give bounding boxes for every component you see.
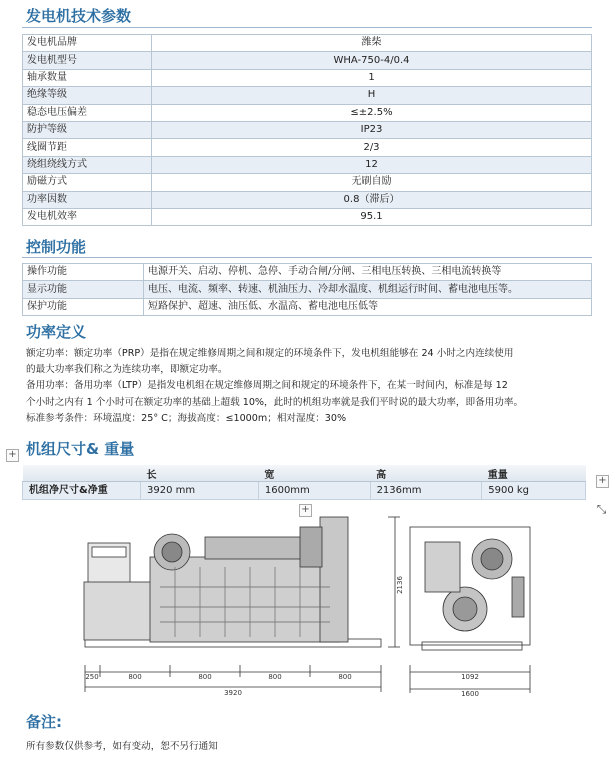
dims-header-height: 高 xyxy=(370,465,482,482)
control-row xyxy=(23,281,592,298)
dims-row-label: 机组净尺寸&净重 xyxy=(23,482,141,500)
spec-value: 无刷自励 xyxy=(152,174,592,191)
power-definition-text xyxy=(26,346,588,427)
control-table xyxy=(22,263,592,316)
dim-label: 800 xyxy=(128,673,142,681)
spec-key: 线圈节距 xyxy=(23,139,152,156)
control-key: 保护功能 xyxy=(23,298,144,315)
power-line: 个小时之内有 1 个小时可在额定功率的基础上超载 10%，此时的机组功率就是我们平时说的最大功率，即备用功率。 xyxy=(26,396,524,408)
spec-row xyxy=(23,139,592,156)
control-row xyxy=(23,264,592,281)
spec-value: WHA-750-4/0.4 xyxy=(152,52,592,69)
spec-value: 潍柴 xyxy=(152,35,592,52)
spec-row xyxy=(23,52,592,69)
spec-value: 12 xyxy=(152,156,592,173)
dims-header-length: 长 xyxy=(141,465,259,482)
spec-value: 1 xyxy=(152,69,592,86)
spec-row xyxy=(23,104,592,121)
dim-total-length: 3920 xyxy=(224,689,242,697)
spec-key: 发电机型号 xyxy=(23,52,152,69)
spec-row xyxy=(23,69,592,86)
control-value: 电源开关、启动、停机、急停、手动合闸/分闸、三相电压转换、三相电流转换等 xyxy=(144,264,592,281)
control-key: 显示功能 xyxy=(23,281,144,298)
power-line: 备用功率：备用功率（LTP）是指发电机组在规定维修周期之间和规定的环境条件下，在某一时间内，标准是每 12 xyxy=(26,380,508,392)
divider xyxy=(22,257,592,258)
dims-weight: 5900 kg xyxy=(482,482,586,500)
note-text: 所有参数仅供参考，如有变动，恕不另行通知 xyxy=(26,741,218,752)
spec-row xyxy=(23,156,592,173)
dim-label: 800 xyxy=(198,673,212,681)
dims-header-width: 宽 xyxy=(258,465,370,482)
dimensions-table xyxy=(22,465,586,500)
dim-label: 800 xyxy=(268,673,282,681)
control-value: 短路保护、超速、油压低、水温高、蓄电池电压低等 xyxy=(144,298,592,315)
spec-value: H xyxy=(152,87,592,104)
dims-header-blank xyxy=(23,465,141,482)
spec-key: 励磁方式 xyxy=(23,174,152,191)
engine-block xyxy=(150,557,340,642)
spec-key: 发电机品牌 xyxy=(23,35,152,52)
spec-row xyxy=(23,174,592,191)
image-move-handle[interactable]: + xyxy=(299,504,312,517)
alternator xyxy=(84,582,154,640)
dim-height: 2136 xyxy=(396,576,404,594)
dim-front-total: 1600 xyxy=(461,690,479,698)
move-handle[interactable]: + xyxy=(6,449,19,462)
spec-table xyxy=(22,34,592,226)
power-line: 额定功率：额定功率（PRP）是指在规定维修周期之间和规定的环境条件下，发电机组能够在 24 小时之内连续使用 xyxy=(26,348,514,359)
spec-key: 稳态电压偏差 xyxy=(23,104,152,121)
spec-key: 功率因数 xyxy=(23,191,152,208)
expand-handle[interactable]: + xyxy=(596,475,609,488)
dim-label: 800 xyxy=(338,673,352,681)
radiator xyxy=(320,517,348,642)
power-line: 标准参考条件：环境温度：25° C；海拔高度：≤1000m；相对湿度：30% xyxy=(26,412,347,424)
spec-key: 防护等级 xyxy=(23,121,152,138)
spec-row xyxy=(23,87,592,104)
spec-value: 2/3 xyxy=(152,139,592,156)
dims-section-title: 机组尺寸& 重量 xyxy=(26,440,135,458)
spec-value: IP23 xyxy=(152,121,592,138)
dims-height: 2136mm xyxy=(370,482,482,500)
spec-row xyxy=(23,208,592,225)
control-section-title: 控制功能 xyxy=(26,238,87,256)
power-line: 的最大功率我们称之为连续功率，即额定功率。 xyxy=(26,364,228,376)
spec-key: 发电机效率 xyxy=(23,208,152,225)
resize-handle-icon[interactable]: ⤡ xyxy=(596,502,607,516)
spec-value: 95.1 xyxy=(152,208,592,225)
dim-front-inner: 1092 xyxy=(461,673,479,681)
control-row xyxy=(23,298,592,315)
control-key: 操作功能 xyxy=(23,264,144,281)
spec-key: 轴承数量 xyxy=(23,69,152,86)
spec-key: 绕组绕线方式 xyxy=(23,156,152,173)
spec-section-title: 发电机技术参数 xyxy=(26,7,132,25)
spec-key: 绝缘等级 xyxy=(23,87,152,104)
spec-value: 0.8（滞后） xyxy=(152,191,592,208)
control-value: 电压、电流、频率、转速、机油压力、冷却水温度、机组运行时间、蓄电池电压等。 xyxy=(144,281,592,298)
generator-drawing xyxy=(0,497,611,702)
power-section-title: 功率定义 xyxy=(26,323,87,341)
spec-row xyxy=(23,35,592,52)
spec-value: ≤±2.5% xyxy=(152,104,592,121)
spec-row xyxy=(23,191,592,208)
dims-length: 3920 mm xyxy=(141,482,259,500)
dims-width: 1600mm xyxy=(258,482,370,500)
dim-label: 250 xyxy=(85,673,99,681)
dims-header-weight: 重量 xyxy=(482,465,586,482)
divider xyxy=(22,27,592,28)
spec-row xyxy=(23,121,592,138)
note-title: 备注: xyxy=(26,713,62,731)
